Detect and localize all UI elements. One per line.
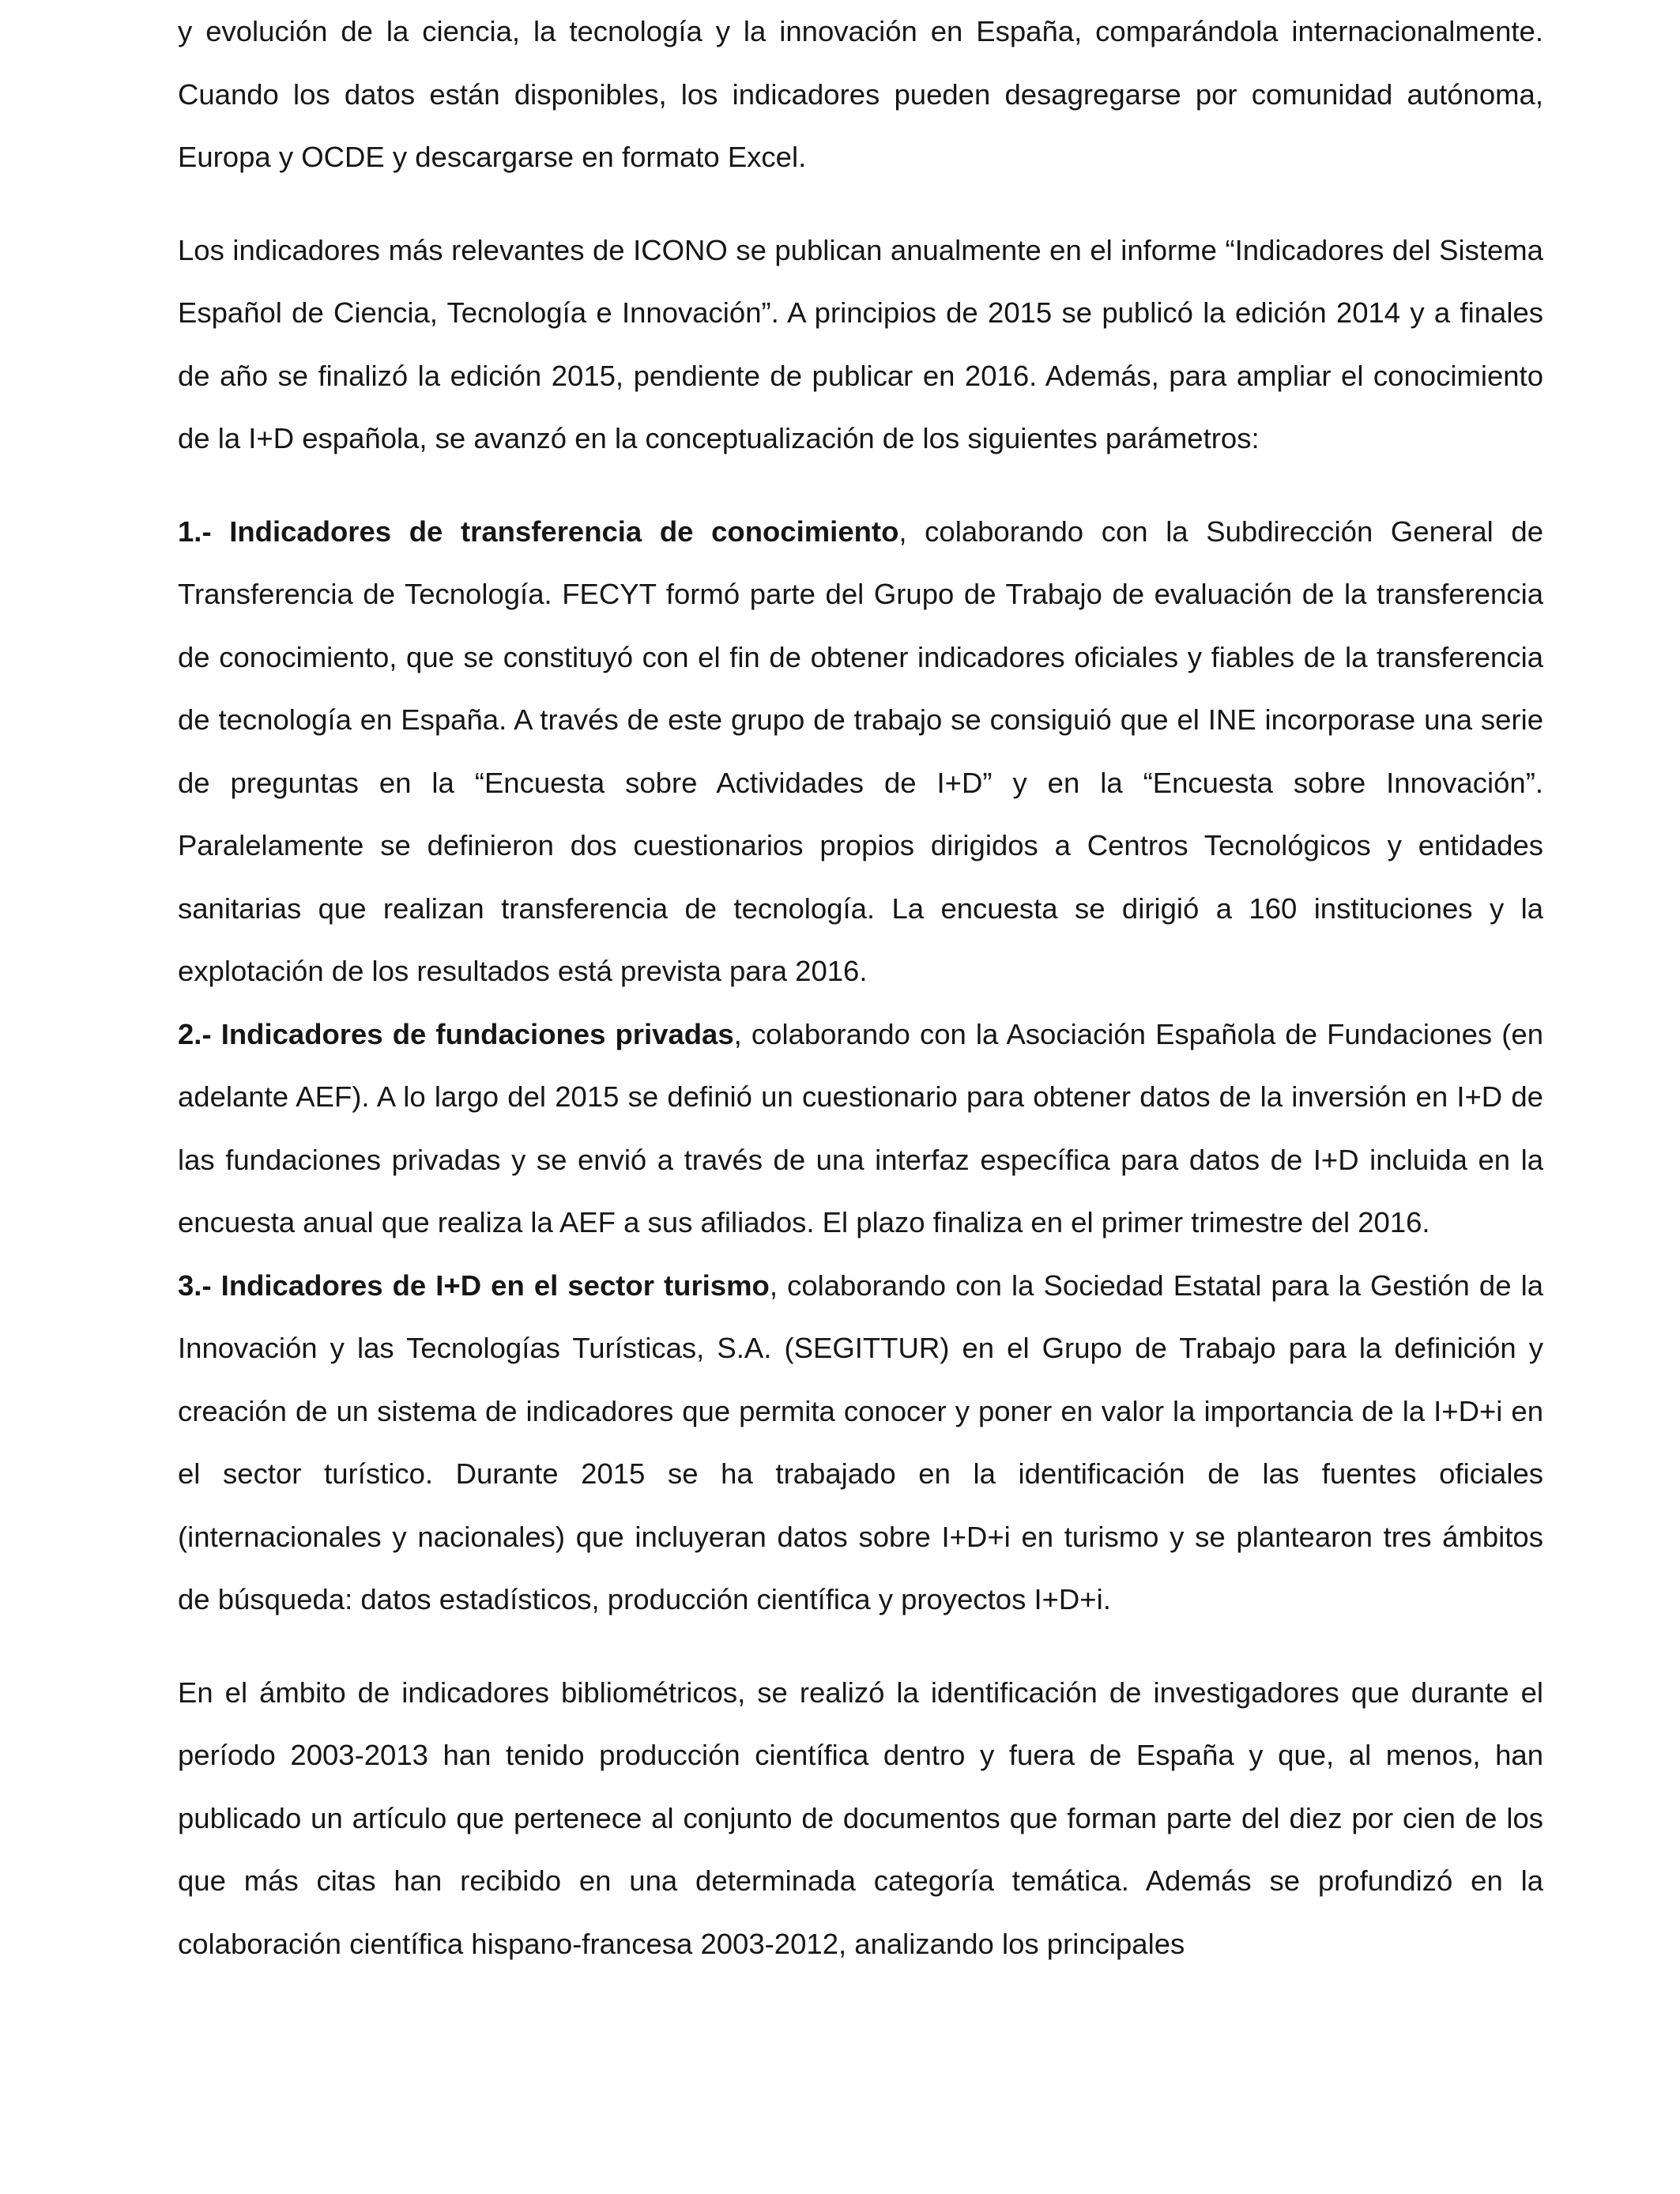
- paragraph-gap: [178, 470, 1543, 500]
- list-item-text: , colaborando con la Sociedad Estatal para la Gestión de la Innovación y las Tecnologías Turísticas, S.A. (SEGITTUR) en el Grupo de Trabajo para la definición y creación de un sistema de indicadores que permita conocer y poner en valor la importancia de la I+D+i en el sector turístico. Durante 2015 se ha trabajado en la identificación de las fuentes oficiales (internacionales y nacionales) que incluyeran datos sobre I+D+i en turismo y se plantearon tres ámbitos de búsqueda: datos estadísticos, producción científica y proyectos I+D+i.: [178, 1269, 1543, 1615]
- document-page: [178, 0, 1543, 1975]
- list-item-turismo: [178, 1254, 1543, 1631]
- paragraph-bibliometric: En el ámbito de indicadores bibliométricos, se realizó la identificación de investigadores que durante el período 2003-2013 han tenido producción científica dentro y fuera de España y que, al menos, han publicado un artículo que pertenece al conjunto de documentos que forman parte del diez por cien de los que más citas han recibido en una determinada categoría temática. Además se profundizó en la colaboración científica hispano-francesa 2003-2012, analizando los principales: [178, 1676, 1543, 1960]
- paragraph-gap: [178, 1631, 1543, 1661]
- paragraph-gap: [178, 189, 1543, 219]
- list-item-text: , colaborando con la Asociación Española de Fundaciones (en adelante AEF). A lo largo del 2015 se definió un cuestionario para obtener datos de la inversión en I+D de las fundaciones privadas y se envió a través de una interfaz específica para datos de I+D incluida en la encuesta anual que realiza la AEF a sus afiliados. El plazo finaliza en el primer trimestre del 2016.: [178, 1017, 1543, 1238]
- list-item-text: , colaborando con la Subdirección General de Transferencia de Tecnología. FECYT formó parte del Grupo de Trabajo de evaluación de la transferencia de conocimiento, que se constituyó con el fin de obtener indicadores oficiales y fiables de la transferencia de tecnología en España. A través de este grupo de trabajo se consiguió que el INE incorporase una serie de preguntas en la “Encuesta sobre Actividades de I+D” y en la “Encuesta sobre Innovación”. Paralelamente se definieron dos cuestionarios propios dirigidos a Centros Tecnológicos y entidades sanitarias que realizan transferencia de tecnología. La encuesta se dirigió a 160 instituciones y la explotación de los resultados está prevista para 2016.: [178, 515, 1543, 987]
- list-item-transferencia: [178, 500, 1543, 1003]
- list-item-heading: 1.- Indicadores de transferencia de conocimiento: [178, 515, 899, 548]
- list-item-heading: 2.- Indicadores de fundaciones privadas: [178, 1017, 734, 1050]
- list-item-fundaciones: [178, 1003, 1543, 1254]
- paragraph-icono-indicators: Los indicadores más relevantes de ICONO se publican anualmente en el informe “Indicadores del Sistema Español de Ciencia, Tecnología e Innovación”. A principios de 2015 se publicó la edición 2014 y a finales de año se finalizó la edición 2015, pendiente de publicar en 2016. Además, para ampliar el conocimiento de la I+D española, se avanzó en la conceptualización de los siguientes parámetros:: [178, 233, 1543, 454]
- paragraph-intro-continuation: y evolución de la ciencia, la tecnología y la innovación en España, comparándola internacionalmente. Cuando los datos están disponibles, los indicadores pueden desagregarse por comunidad autónoma, Europa y OCDE y descargarse en formato Excel.: [178, 15, 1543, 173]
- list-item-heading: 3.- Indicadores de I+D en el sector turismo: [178, 1269, 770, 1302]
